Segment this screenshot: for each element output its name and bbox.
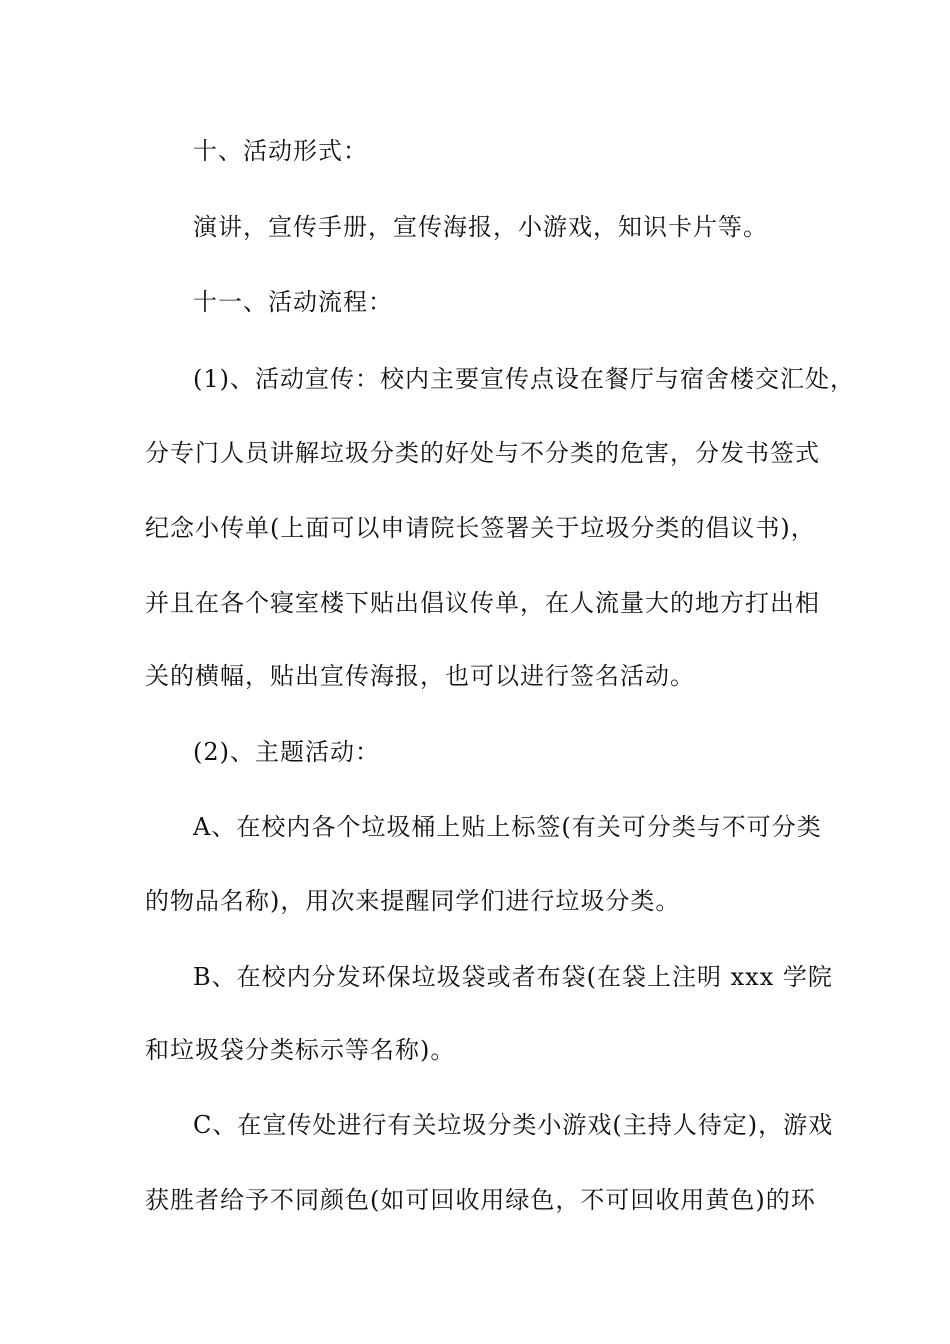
paragraph-line: A、在校内各个垃圾桶上贴上标签(有关可分类与不可分类 — [193, 813, 822, 841]
paragraph-line: (1)、活动宣传：校内主要宣传点设在餐厅与宿舍楼交汇处， — [193, 365, 855, 393]
subsection-heading-theme-activity: (2)、主题活动： — [193, 738, 380, 766]
paragraph-line: B、在校内分发环保垃圾袋或者布袋(在袋上注明 xxx 学院 — [193, 963, 833, 991]
paragraph-line: 关的横幅，贴出宣传海报，也可以进行签名活动。 — [145, 662, 695, 690]
paragraph-line: 纪念小传单(上面可以申请院长签署关于垃圾分类的倡议书)， — [145, 514, 816, 542]
paragraph-line: 并且在各个寝室楼下贴出倡议传单，在人流量大的地方打出相 — [145, 589, 820, 617]
paragraph-line: 演讲，宣传手册，宣传海报，小游戏，知识卡片等。 — [193, 213, 768, 241]
paragraph-line: 获胜者给予不同颜色(如可回收用绿色，不可回收用黄色)的环 — [145, 1186, 816, 1214]
section-heading-activity-form: 十、活动形式： — [193, 137, 368, 165]
paragraph-line: C、在宣传处进行有关垃圾分类小游戏(主持人待定)，游戏 — [193, 1111, 834, 1139]
section-heading-activity-process: 十一、活动流程： — [193, 288, 393, 316]
paragraph-line: 的物品名称)，用次来提醒同学们进行垃圾分类。 — [145, 887, 681, 915]
paragraph-line: 分专门人员讲解垃圾分类的好处与不分类的危害，分发书签式 — [145, 439, 820, 467]
paragraph-line: 和垃圾袋分类标示等名称)。 — [145, 1036, 456, 1064]
